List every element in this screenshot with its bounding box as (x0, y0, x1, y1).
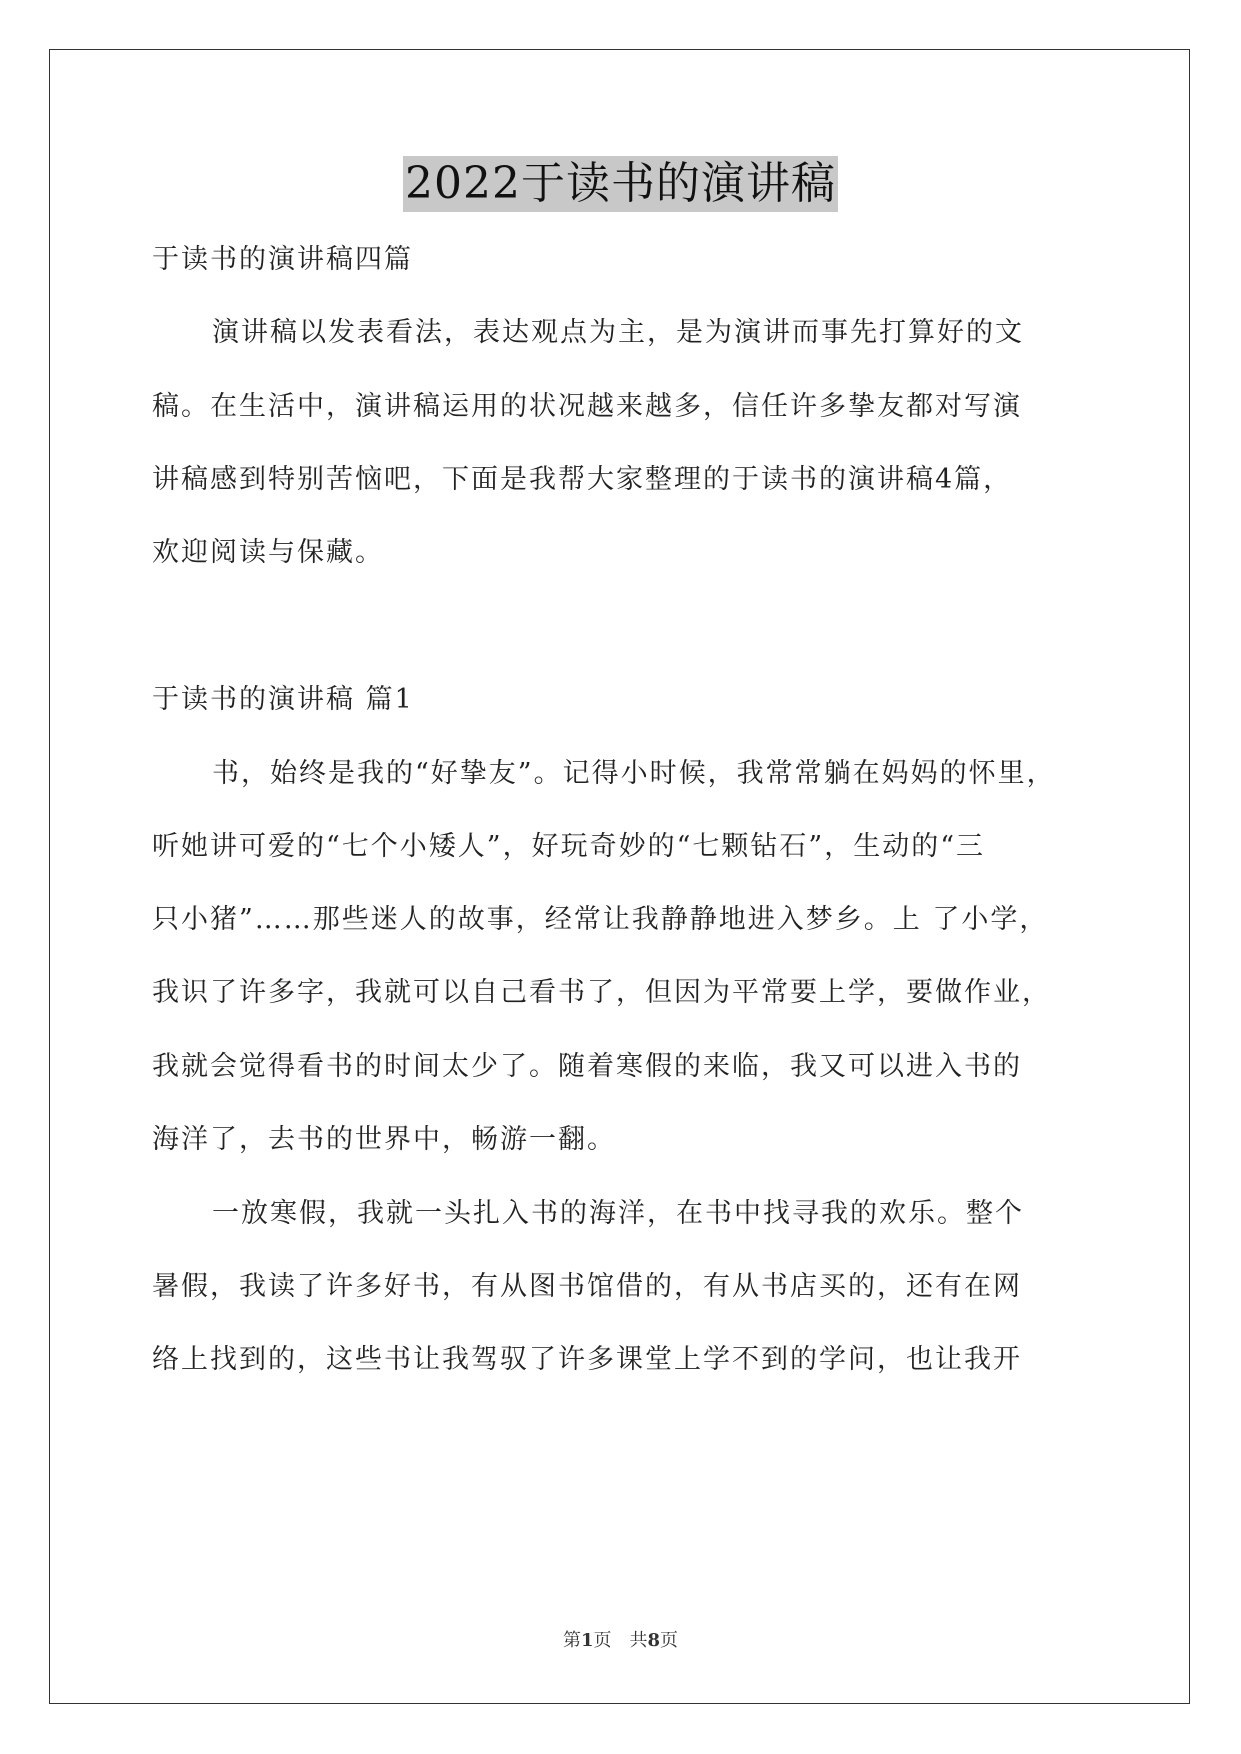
subtitle: 于读书的演讲稿四篇 (152, 244, 413, 275)
title-container (0, 156, 1241, 212)
footer-total-pages: 8 (647, 1630, 661, 1651)
page-footer (0, 1626, 1241, 1652)
page-border (49, 49, 1190, 1704)
paragraph-line: 络上找到的，这些书让我驾驭了许多课堂上学不到的学问，也让我开 (152, 1344, 1022, 1375)
paragraph-line: 海洋了，去书的世界中，畅游一翻。 (152, 1124, 616, 1155)
intro-line: 稿。在生活中，演讲稿运用的状况越来越多，信任许多挚友都对写演 (152, 391, 1022, 422)
paragraph-line: 一放寒假，我就一头扎入书的海洋，在书中找寻我的欢乐。整个 (212, 1198, 1024, 1229)
paragraph-line: 我就会觉得看书的时间太少了。随着寒假的来临，我又可以进入书的 (152, 1051, 1022, 1082)
paragraph-line: 听她讲可爱的“七个小矮人”，好玩奇妙的“七颗钻石”，生动的“三 (152, 831, 986, 862)
intro-line: 演讲稿以发表看法，表达观点为主，是为演讲而事先打算好的文 (212, 317, 1024, 348)
paragraph-line: 暑假，我读了许多好书，有从图书馆借的，有从书店买的，还有在网 (152, 1271, 1022, 1302)
footer-page-suffix: 页 (660, 1630, 679, 1651)
footer-page-prefix: 第 (562, 1630, 581, 1651)
paragraph-line: 书，始终是我的“好挚友”。记得小时候，我常常躺在妈妈的怀里， (212, 758, 1056, 789)
intro-line: 欢迎阅读与保藏。 (152, 537, 384, 568)
section-heading: 于读书的演讲稿 篇1 (152, 684, 414, 715)
footer-page-number: 1 (580, 1630, 594, 1651)
paragraph-line: 只小猪”……那些迷人的故事，经常让我静静地进入梦乡。上 了小学， (152, 904, 1049, 935)
document-title: 2022于读书的演讲稿 (403, 156, 838, 212)
paragraph-line: 我识了许多字，我就可以自己看书了，但因为平常要上学，要做作业， (152, 977, 1051, 1008)
footer-page-mid: 页 共 (593, 1630, 648, 1651)
intro-line: 讲稿感到特别苦恼吧，下面是我帮大家整理的于读书的演讲稿4篇， (152, 464, 1013, 495)
